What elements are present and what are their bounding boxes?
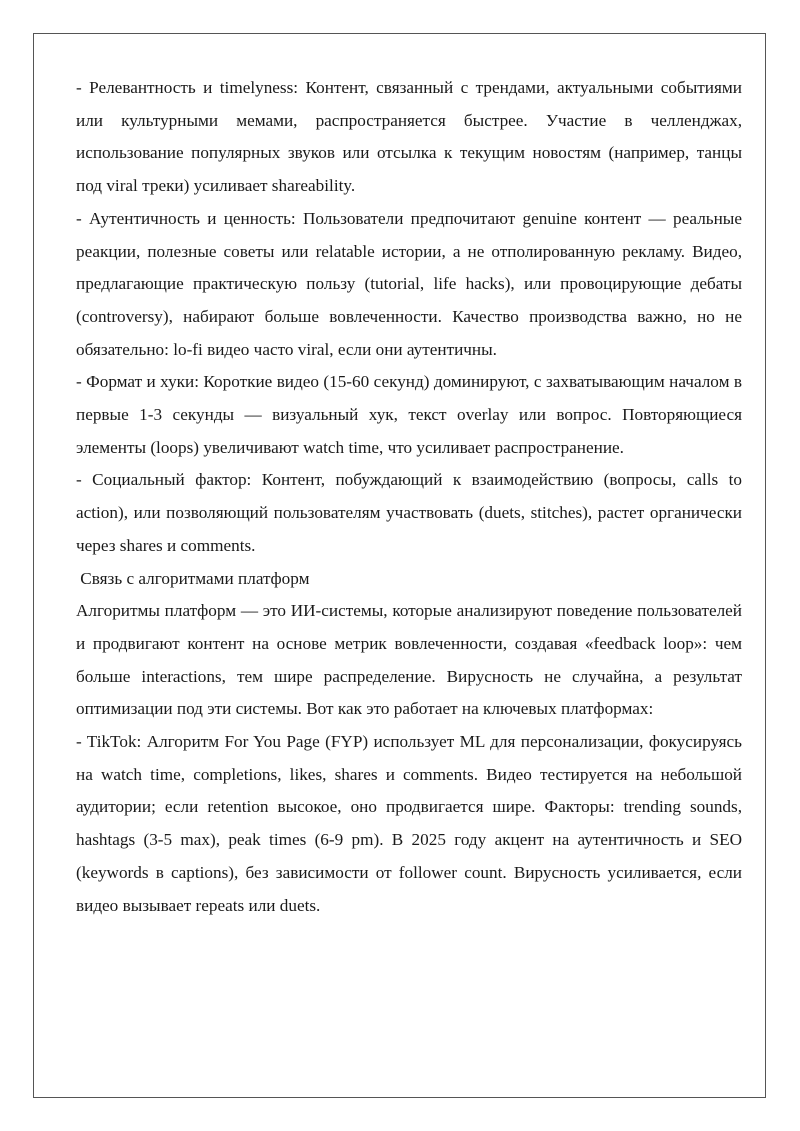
paragraph-authenticity: - Аутентичность и ценность: Пользователи предпочитают genuine контент — реальные реакции, полезные советы или relatable истории, а не отполированную рекламу. Видео, предлагающие практическую пользу (tutorial, life hacks), или провоцирующие дебаты (controversy), набирают больше вовлеченности. Качество производства важно, но не обязательно: lo-fi видео часто viral, если они аутентичны. — [76, 208, 742, 359]
paragraph-social-factor: - Социальный фактор: Контент, побуждающий к взаимодействию (вопросы, calls to action), или позволяющий пользователям участвовать (duets, stitches), растет органически через shares и comments. — [76, 470, 742, 555]
paragraph-algorithms: Алгоритмы платформ — это ИИ-системы, которые анализируют поведение пользователей и продвигают контент на основе метрик вовлеченности, создавая «feedback loop»: чем больше interactions, тем шире распределение. Вирусность не случайна, а результат оптимизации под эти системы. Вот как это работает на ключевых платформах: — [76, 601, 742, 719]
paragraph-tiktok: - TikTok: Алгоритм For You Page (FYP) использует ML для персонализации, фокусируясь на watch time, completions, likes, shares и comments. Видео тестируется на небольшой аудитории; если retention высокое, оно продвигается шире. Факторы: trending sounds, hashtags (3-5 max), peak times (6-9 pm). В 2025 году акцент на аутентичность и SEO (keywords в captions), без зависимости от follower count. Вирусность усиливается, если видео вызывает repeats или duets. — [76, 732, 742, 915]
paragraph-relevance: - Релевантность и timelyness: Контент, связанный с трендами, актуальными событиями или культурными мемами, распространяется быстрее. Участие в челленджах, использование популярных звуков или отсылка к текущим новостям (например, танцы под viral треки) усиливает shareability. — [76, 78, 742, 196]
paragraph-format-hooks: - Формат и хуки: Короткие видео (15-60 секунд) доминируют, с захватывающим началом в первые 1-3 секунды — визуальный хук, текст overlay или вопрос. Повторяющиеся элементы (loops) увеличивают watch time, что усиливает распространение. — [76, 372, 742, 457]
section-heading: Связь с алгоритмами платформ — [76, 568, 310, 588]
document-body — [76, 72, 742, 922]
